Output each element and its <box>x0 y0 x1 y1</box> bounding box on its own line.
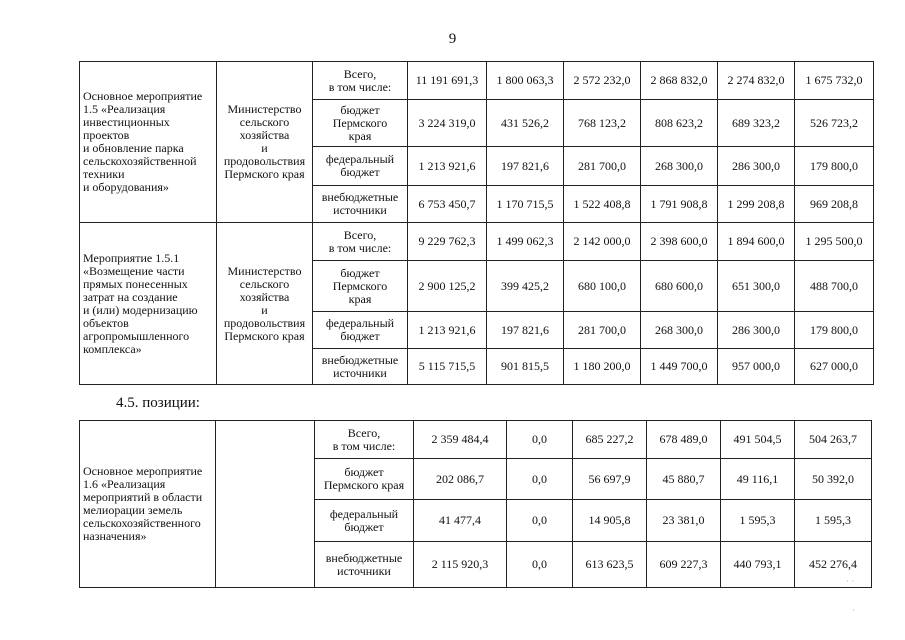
amount-cell: 969 208,8 <box>795 186 874 223</box>
amount-cell: 2 142 000,0 <box>564 223 641 261</box>
amount-cell: 14 905,8 <box>573 500 647 542</box>
funding-source-cell: бюджет Пермского края <box>315 459 414 500</box>
amount-cell: 0,0 <box>507 421 573 459</box>
amount-cell: 41 477,4 <box>414 500 507 542</box>
amount-cell: 431 526,2 <box>487 100 564 147</box>
amount-cell: 768 123,2 <box>564 100 641 147</box>
table-row <box>80 421 872 459</box>
funding-source-cell: бюджет Пермского края <box>313 261 408 312</box>
amount-cell: 45 880,7 <box>647 459 721 500</box>
amount-cell: 6 753 450,7 <box>408 186 487 223</box>
amount-cell: 1 180 200,0 <box>564 349 641 385</box>
budget-table-1-6 <box>79 420 872 588</box>
amount-cell: 1 170 715,5 <box>487 186 564 223</box>
amount-cell: 286 300,0 <box>718 312 795 349</box>
amount-cell: 1 675 732,0 <box>795 62 874 100</box>
amount-cell: 2 398 600,0 <box>641 223 718 261</box>
executor-cell: Министерство сельского хозяйства и продовольствия Пермского края <box>217 223 313 385</box>
funding-source-cell: федеральный бюджет <box>315 500 414 542</box>
page-number: 9 <box>448 31 457 47</box>
amount-cell: 678 489,0 <box>647 421 721 459</box>
funding-source-cell: федеральный бюджет <box>313 312 408 349</box>
amount-cell: 0,0 <box>507 459 573 500</box>
amount-cell: 1 213 921,6 <box>408 312 487 349</box>
amount-cell: 1 791 908,8 <box>641 186 718 223</box>
amount-cell: 627 000,0 <box>795 349 874 385</box>
amount-cell: 1 213 921,6 <box>408 147 487 186</box>
amount-cell: 50 392,0 <box>795 459 872 500</box>
amount-cell: 504 263,7 <box>795 421 872 459</box>
amount-cell: 1 894 600,0 <box>718 223 795 261</box>
amount-cell: 680 100,0 <box>564 261 641 312</box>
amount-cell: 399 425,2 <box>487 261 564 312</box>
executor-cell <box>216 421 315 588</box>
amount-cell: 957 000,0 <box>718 349 795 385</box>
amount-cell: 49 116,1 <box>721 459 795 500</box>
funding-source-cell: внебюджетные источники <box>313 349 408 385</box>
amount-cell: 1 595,3 <box>795 500 872 542</box>
amount-cell: 179 800,0 <box>795 312 874 349</box>
amount-cell: 1 595,3 <box>721 500 795 542</box>
funding-source-cell: внебюджетные источники <box>313 186 408 223</box>
funding-source-cell: федеральный бюджет <box>313 147 408 186</box>
amount-cell: 2 274 832,0 <box>718 62 795 100</box>
table-row <box>80 62 874 100</box>
amount-cell: 23 381,0 <box>647 500 721 542</box>
section-heading: 4.5. позиции: <box>116 395 200 411</box>
amount-cell: 0,0 <box>507 500 573 542</box>
amount-cell: 179 800,0 <box>795 147 874 186</box>
amount-cell: 488 700,0 <box>795 261 874 312</box>
activity-name-cell: Основное мероприятие 1.6 «Реализация мероприятий в области мелиорации земель сельскохозяйственного назначения» <box>80 421 216 588</box>
funding-source-cell: бюджет Пермского края <box>313 100 408 147</box>
amount-cell: 1 295 500,0 <box>795 223 874 261</box>
amount-cell: 2 900 125,2 <box>408 261 487 312</box>
amount-cell: 1 449 700,0 <box>641 349 718 385</box>
activity-name-cell: Основное мероприятие 1.5 «Реализация инвестиционных проектов и обновление парка сельскохозяйственной техники и оборудования» <box>80 62 217 223</box>
amount-cell: 202 086,7 <box>414 459 507 500</box>
amount-cell: 1 499 062,3 <box>487 223 564 261</box>
scan-mark: · <box>852 605 855 615</box>
amount-cell: 5 115 715,5 <box>408 349 487 385</box>
scan-mark: · · <box>846 576 855 586</box>
funding-source-cell: Всего, в том числе: <box>313 223 408 261</box>
amount-cell: 3 224 319,0 <box>408 100 487 147</box>
amount-cell: 491 504,5 <box>721 421 795 459</box>
amount-cell: 268 300,0 <box>641 147 718 186</box>
amount-cell: 286 300,0 <box>718 147 795 186</box>
amount-cell: 0,0 <box>507 542 573 588</box>
amount-cell: 2 359 484,4 <box>414 421 507 459</box>
amount-cell: 1 299 208,8 <box>718 186 795 223</box>
amount-cell: 613 623,5 <box>573 542 647 588</box>
funding-source-cell: Всего, в том числе: <box>315 421 414 459</box>
amount-cell: 680 600,0 <box>641 261 718 312</box>
amount-cell: 452 276,4 <box>795 542 872 588</box>
amount-cell: 901 815,5 <box>487 349 564 385</box>
amount-cell: 9 229 762,3 <box>408 223 487 261</box>
amount-cell: 685 227,2 <box>573 421 647 459</box>
amount-cell: 2 572 232,0 <box>564 62 641 100</box>
amount-cell: 808 623,2 <box>641 100 718 147</box>
amount-cell: 197 821,6 <box>487 147 564 186</box>
table-row <box>80 223 874 261</box>
amount-cell: 281 700,0 <box>564 147 641 186</box>
amount-cell: 609 227,3 <box>647 542 721 588</box>
amount-cell: 56 697,9 <box>573 459 647 500</box>
amount-cell: 2 868 832,0 <box>641 62 718 100</box>
amount-cell: 1 800 063,3 <box>487 62 564 100</box>
amount-cell: 2 115 920,3 <box>414 542 507 588</box>
amount-cell: 281 700,0 <box>564 312 641 349</box>
amount-cell: 1 522 408,8 <box>564 186 641 223</box>
amount-cell: 526 723,2 <box>795 100 874 147</box>
amount-cell: 197 821,6 <box>487 312 564 349</box>
amount-cell: 440 793,1 <box>721 542 795 588</box>
amount-cell: 689 323,2 <box>718 100 795 147</box>
amount-cell: 651 300,0 <box>718 261 795 312</box>
executor-cell: Министерство сельского хозяйства и продовольствия Пермского края <box>217 62 313 223</box>
activity-name-cell: Мероприятие 1.5.1 «Возмещение части прямых понесенных затрат на создание и (или) модернизацию объектов агропромышленного комплекса» <box>80 223 217 385</box>
amount-cell: 11 191 691,3 <box>408 62 487 100</box>
funding-source-cell: внебюджетные источники <box>315 542 414 588</box>
amount-cell: 268 300,0 <box>641 312 718 349</box>
budget-table-1-5 <box>79 61 874 385</box>
funding-source-cell: Всего, в том числе: <box>313 62 408 100</box>
